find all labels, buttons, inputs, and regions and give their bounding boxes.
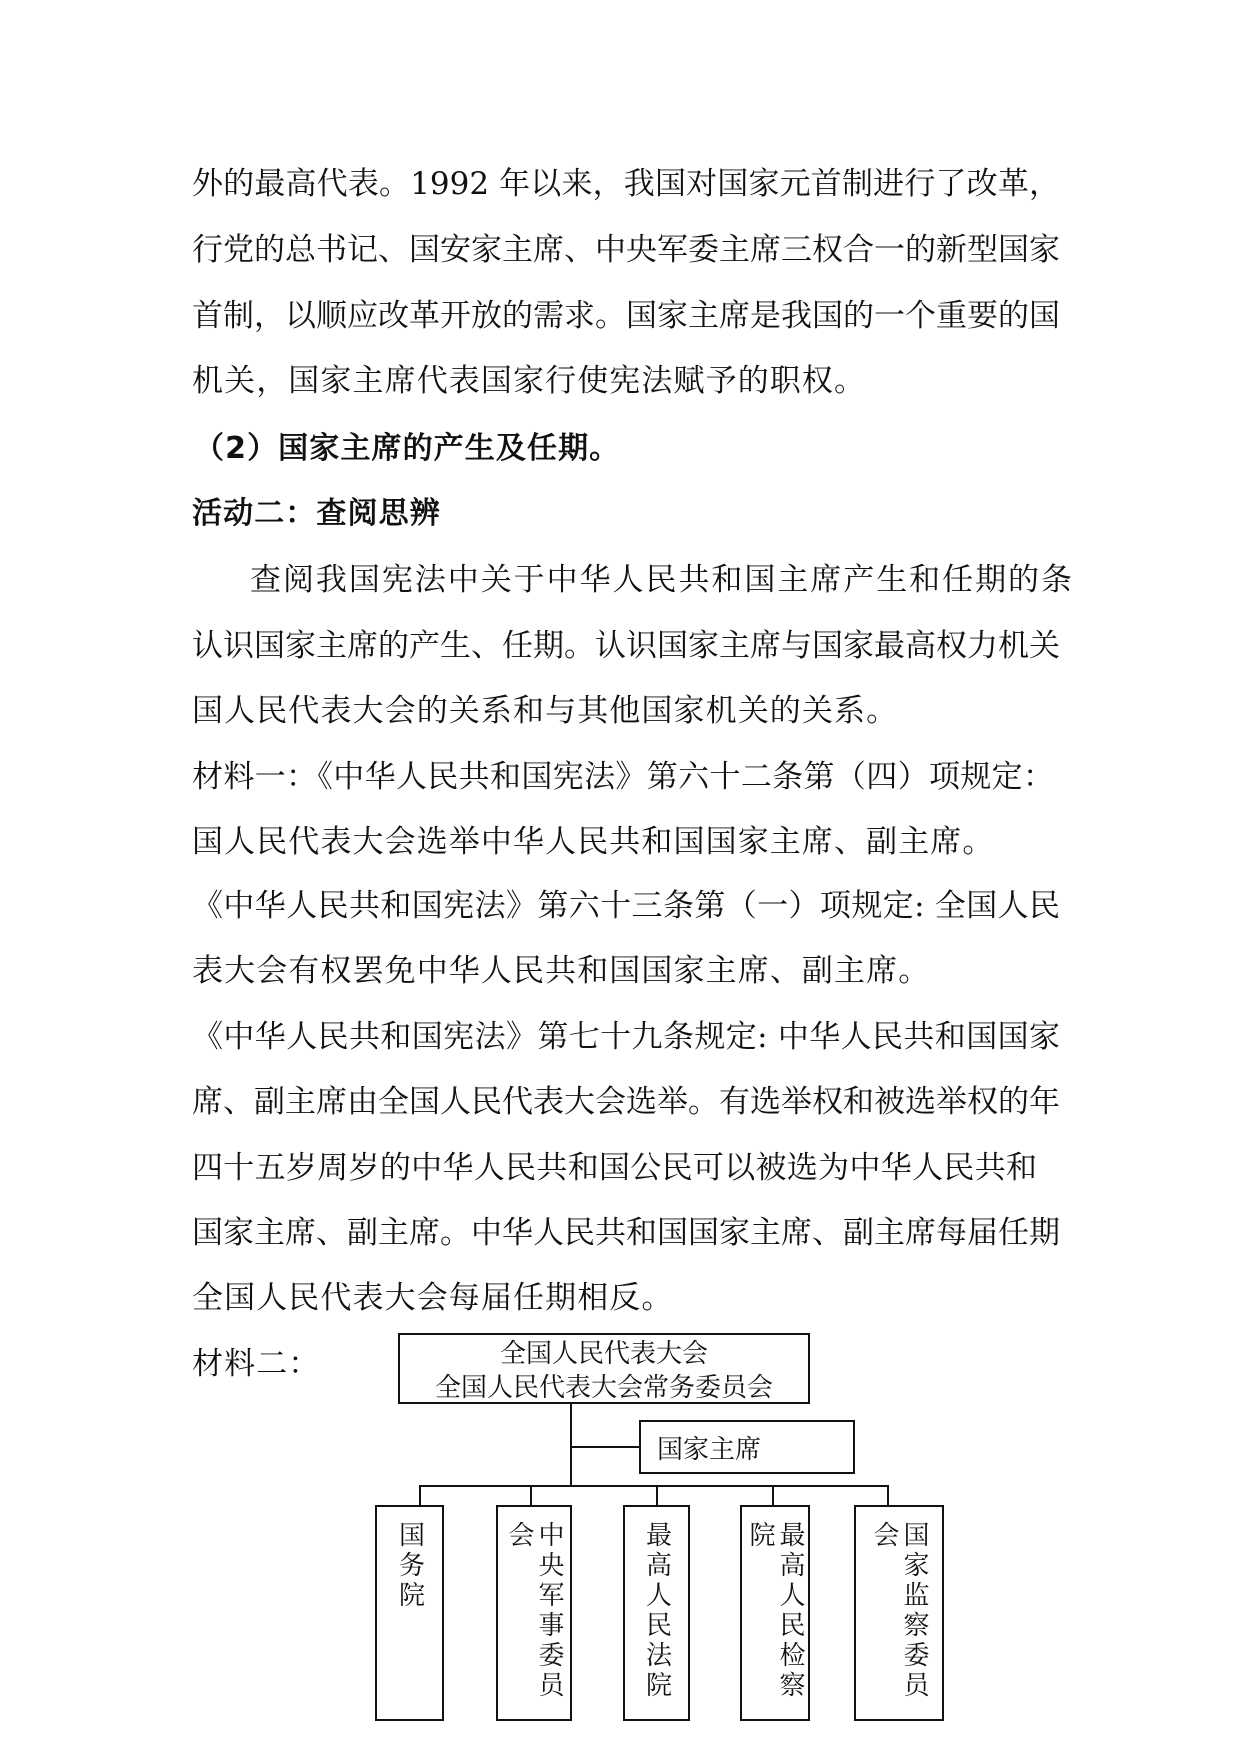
text-line: 国家主席、副主席。中华人民共和国国家主席、副主席每届任期 (192, 1215, 1060, 1251)
organ-label: 中央军事委员会 (504, 1521, 564, 1701)
central-military-commission-box (496, 1505, 572, 1721)
text-line: 表大会有权罢免中华人民共和国国家主席、副主席。 (192, 953, 931, 989)
section-heading: （2）国家主席的产生及任期。 (194, 431, 621, 466)
connector-line (656, 1485, 658, 1505)
connector-line (571, 1446, 639, 1448)
npc-label: 全国人民代表大会 (499, 1339, 708, 1369)
connector-line (887, 1485, 889, 1505)
material-one-line: 材料一：《中华人民共和国宪法》第六十二条第（四）项规定： (192, 759, 1054, 795)
text-line: 国人民代表大会的关系和与其他国家机关的关系。 (192, 693, 899, 729)
text-line: 外的最高代表。1992 年以来，我国对国家元首制进行了改革， (192, 166, 1060, 202)
president-box (639, 1420, 855, 1474)
npc-standing-committee-label: 全国人民代表大会常务委员会 (434, 1373, 773, 1403)
president-label: 国家主席 (657, 1434, 762, 1465)
connector-line (419, 1485, 889, 1487)
text-line: 认识国家主席的产生、任期。认识国家主席与国家最高权力机关 (192, 628, 1060, 664)
text-line: 《中华人民共和国宪法》第七十九条规定: 中华人民共和国国家 (192, 1019, 1060, 1055)
text-line: 席、副主席由全国人民代表大会选举。有选举权和被选举权的年 (192, 1084, 1060, 1120)
text-line: 查阅我国宪法中关于中华人民共和国主席产生和任期的条 (250, 562, 1072, 598)
connector-line (419, 1485, 421, 1505)
supervisory-commission-box (854, 1505, 944, 1721)
supreme-court-box (623, 1505, 690, 1721)
text-line: 行党的总书记、国安家主席、中央军委主席三权合一的新型国家 (192, 232, 1060, 268)
text-line: 国人民代表大会选举中华人民共和国国家主席、副主席。 (192, 824, 995, 860)
connector-line (530, 1485, 532, 1505)
organ-label: 国家监察委员会 (869, 1521, 929, 1701)
connector-line (772, 1485, 774, 1505)
organ-label: 最高人民法院 (641, 1521, 672, 1701)
organ-label: 国务院 (394, 1521, 425, 1611)
text-line: 《中华人民共和国宪法》第六十三条第（一）项规定: 全国人民 (192, 888, 1060, 924)
activity-heading: 活动二：查阅思辨 (192, 496, 441, 531)
text-line: 四十五岁周岁的中华人民共和国公民可以被选为中华人民共和 (192, 1150, 1037, 1186)
material-two-label: 材料二： (192, 1346, 321, 1382)
supreme-procuratorate-box (740, 1505, 810, 1721)
text-line: 机关，国家主席代表国家行使宪法赋予的职权。 (192, 363, 867, 399)
connector-line (570, 1404, 572, 1486)
text-line: 首制，以顺应改革开放的需求。国家主席是我国的一个重要的国 (192, 298, 1060, 334)
state-council-box (375, 1505, 444, 1721)
organ-label: 最高人民检察院 (745, 1521, 805, 1701)
text-line: 全国人民代表大会每届任期相反。 (192, 1280, 674, 1316)
npc-box (398, 1333, 810, 1404)
